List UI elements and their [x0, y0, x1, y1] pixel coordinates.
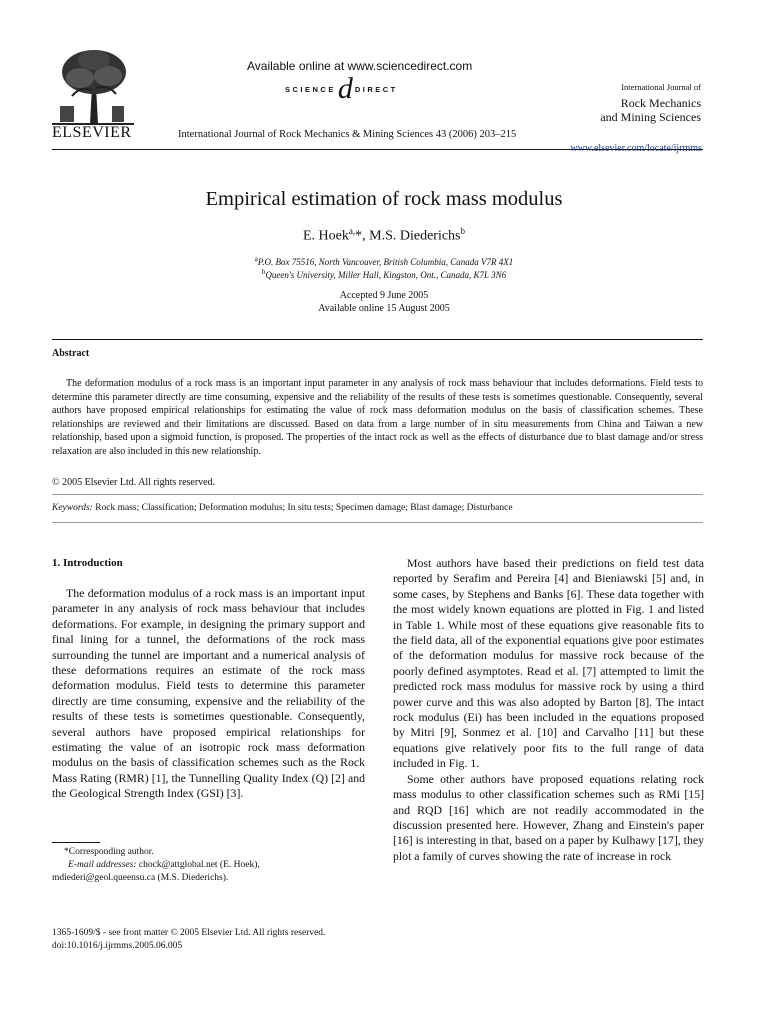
- intro-right-column: [393, 556, 704, 864]
- affil-b-text: Queen's University, Miller Hall, Kingston, Ont., Canada, K7L 3N6: [265, 270, 507, 280]
- affiliation-b: [0, 268, 768, 280]
- publisher-name: ELSEVIER: [52, 124, 132, 141]
- sd-at-glyph: d: [337, 72, 353, 105]
- intro-right-paragraph-2: Some other authors have proposed equations relating rock mass modulus to other classification schemes such as RMi [15] and RQD [16] which are not readily accommodated in the discussion presented here. However, Zhang and Einstein's paper [16] is interesting in that, based on a paper by Kulhawy [17], they plot a family of curves showing the rate of increase in rock: [393, 771, 704, 863]
- available-date: Available online 15 August 2005: [318, 303, 450, 314]
- author-line: [0, 226, 768, 245]
- journal-url-link[interactable]: www.elsevier.com/locate/ijrmms: [570, 143, 702, 154]
- email-hoek[interactable]: chock@attglobal.net (E. Hoek),: [138, 860, 260, 870]
- intro-right-paragraph-1: Most authors have based their predictions on field test data reported by Serafim and Pereira [4] and Bieniawski [5] and, in some cases, by Stephens and Banks [6]. These data together with the most widely known equations are plotted in Fig. 1 and listed in Table 1. While most of these equations give reasonable fits to the field data, all of the exponential equations give poor estimates of the deformation modulus for massive rock because of the poorly defined asymptotes. Read et al. [7] attempted to limit the predicted rock mass modulus for massive rock by using a third power curve and this was also adopted by Barton [8]. The intact rock modulus (Ei) has been included in the equations proposed by Mitri [9], Sonmez et al. [10] and Carvalho [11] but these equations give relatively poor fits to the full range of data included in Fig. 1.: [393, 556, 704, 771]
- sd-left-text: SCIENCE: [285, 84, 336, 94]
- intro-left-paragraph: The deformation modulus of a rock mass is an important input parameter in any analysis of rock mass behaviour that includes deformations. For example, in designing the primary support and final lining for a tunnel, the deformations of the rock mass surrounding the tunnel are important and a numerical analysis of these deformations requires an estimate of the rock mass deformation modulus. Field tests to determine this parameter directly are time consuming, expensive and the reliability of the results of these tests is sometimes questionable. Consequently, several authors have proposed empirical relationships for estimating the value of an isotropic rock mass deformation modulus on the basis of classification schemes such as the Rock Mass Rating (RMR) [1], the Tunnelling Quality Index (Q) [2] and the Geological Strength Index (GSI) [3].: [52, 586, 365, 801]
- journal-name-line1: Rock Mechanics: [620, 96, 701, 110]
- footnote-divider: [52, 842, 100, 843]
- keywords-divider-top: [52, 494, 703, 495]
- email-diederichs[interactable]: mdiederi@geol.queensu.ca (M.S. Diederichs).: [52, 873, 229, 883]
- journal-name-line2: and Mining Sciences: [600, 110, 701, 124]
- front-matter-issn: 1365-1609/$ - see front matter © 2005 Elsevier Ltd. All rights reserved.: [52, 928, 326, 938]
- journal-citation: International Journal of Rock Mechanics & Mining Sciences 43 (2006) 203–215: [178, 129, 517, 140]
- abstract-divider: [52, 339, 703, 340]
- doi-text[interactable]: doi:10.1016/j.ijrmms.2005.06.005: [52, 941, 183, 951]
- elsevier-tree-logo: [52, 46, 134, 126]
- author-hoek-affil[interactable]: a,: [348, 226, 356, 236]
- article-title: Empirical estimation of rock mass modulus: [205, 188, 563, 210]
- accepted-date: Accepted 9 June 2005: [339, 290, 429, 301]
- email-line-1: [52, 859, 260, 872]
- corresponding-star[interactable]: *: [355, 228, 363, 244]
- affil-a-text: P.O. Box 75516, North Vancouver, British Columbia, Canada V7R 4X1: [257, 257, 514, 267]
- keywords-divider-bottom: [52, 522, 703, 523]
- abstract-copyright: © 2005 Elsevier Ltd. All rights reserved.: [52, 477, 216, 488]
- email-label: E-mail addresses:: [68, 860, 137, 870]
- front-matter: [52, 927, 325, 953]
- sd-right-text: DIRECT: [354, 84, 398, 94]
- author-diederichs-affil[interactable]: b: [460, 226, 466, 236]
- affil-a-marker: a: [254, 255, 258, 263]
- abstract-heading: Abstract: [52, 348, 90, 359]
- affil-b-marker: b: [261, 268, 266, 276]
- keywords-text: Rock mass; Classification; Deformation modulus; In situ tests; Specimen damage; Blast damage; Disturbance: [95, 503, 513, 513]
- footnotes: [52, 846, 260, 885]
- author-diederichs: M.S. Diederichs: [369, 228, 461, 244]
- keywords-label: Keywords:: [52, 503, 93, 513]
- abstract-body: The deformation modulus of a rock mass is an important input parameter in any analysis of rock mass behaviour that includes deformations. Field tests to determine this parameter directly are time consuming, expensive and the reliability of the results of these tests is sometimes questionable. Consequently, several authors have proposed empirical relationships for estimating the value of rock mass deformation modulus on the basis of classification schemes. These relationships are reviewed and their limitations are discussed. Based on data from a large number of in situ measurements from China and Taiwan a new relationship, based upon a sigmoid function, is proposed. The properties of the intact rock as well as the effects of disturbance due to blast damage and/or stress relaxation are also included in this new relationship.: [52, 378, 703, 457]
- affiliation-a: [0, 255, 768, 267]
- author-separator: ,: [362, 228, 370, 244]
- section-heading-introduction: 1. Introduction: [52, 557, 123, 569]
- available-online-text[interactable]: Available online at www.sciencedirect.com: [247, 59, 473, 73]
- corresponding-author-note: *Corresponding author.: [64, 847, 154, 857]
- journal-label: International Journal of: [621, 82, 701, 92]
- keywords-line: [52, 503, 513, 513]
- author-hoek: E. Hoek: [302, 228, 349, 244]
- journal-name: [600, 96, 701, 124]
- sciencedirect-logo: [285, 72, 398, 105]
